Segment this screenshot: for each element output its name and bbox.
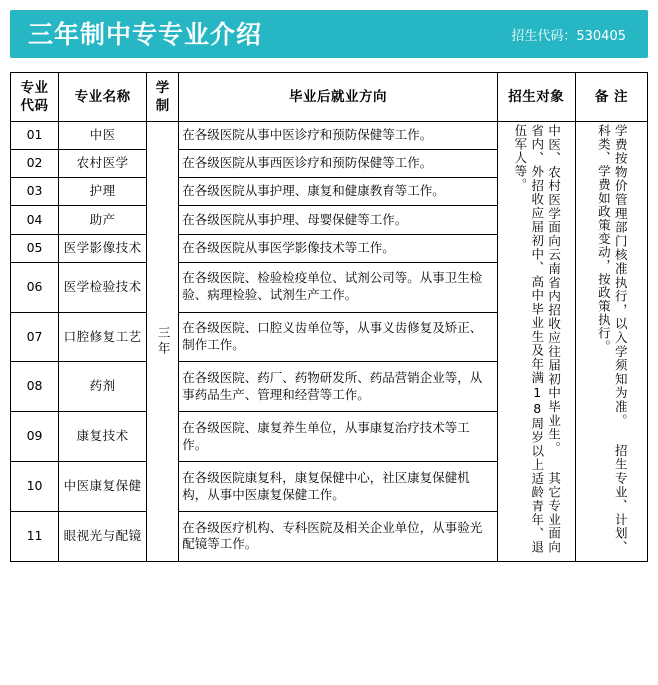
header-name: 专业名称: [59, 73, 147, 122]
cell-years: 三年: [147, 122, 179, 562]
page-banner: [10, 10, 648, 58]
cell-name: 医学检验技术: [59, 262, 147, 312]
table-row: [11, 122, 648, 150]
cell-name: 中医康复保健: [59, 462, 147, 512]
cell-code: 08: [11, 362, 59, 412]
cell-direction: 在各级医院康复科，康复保健中心，社区康复保健机构，从事中医康复保健工作。: [179, 462, 498, 512]
header-years: 学制: [147, 73, 179, 122]
target-text: 中医、农村医学面向云南省内招收应往届初中毕业生。 其它专业面向省内、外招收应届初中、高中毕业生及年满18周岁以上适龄青年、退伍军人等。: [512, 124, 562, 554]
cell-code: 11: [11, 511, 59, 561]
cell-direction: 在各级医院、口腔义齿单位等，从事义齿修复及矫正、制作工作。: [179, 312, 498, 362]
cell-target: [497, 122, 575, 562]
cell-code: 01: [11, 122, 59, 150]
cell-direction: 在各级医院、药厂、药物研发所、药品营销企业等，从事药品生产、管理和经营等工作。: [179, 362, 498, 412]
header-direction: 毕业后就业方向: [179, 73, 498, 122]
cell-name: 农村医学: [59, 150, 147, 178]
cell-code: 06: [11, 262, 59, 312]
header-code: 专业代码: [11, 73, 59, 122]
cell-code: 10: [11, 462, 59, 512]
cell-code: 05: [11, 234, 59, 262]
header-target: 招生对象: [497, 73, 575, 122]
header-remark: 备 注: [575, 73, 647, 122]
cell-name: 口腔修复工艺: [59, 312, 147, 362]
majors-table: [10, 72, 648, 562]
cell-direction: 在各级医院从事护理、康复和健康教育等工作。: [179, 178, 498, 206]
cell-code: 02: [11, 150, 59, 178]
cell-code: 04: [11, 206, 59, 234]
cell-name: 药剂: [59, 362, 147, 412]
cell-direction: 在各级医疗机构、专科医院及相关企业单位，从事验光配镜等工作。: [179, 511, 498, 561]
cell-direction: 在各级医院、检验检疫单位、试剂公司等。从事卫生检验、病理检验、试剂生产工作。: [179, 262, 498, 312]
cell-name: 中医: [59, 122, 147, 150]
table-header-row: [11, 73, 648, 122]
table-body: [11, 122, 648, 562]
cell-name: 助产: [59, 206, 147, 234]
cell-direction: 在各级医院从事护理、母婴保健等工作。: [179, 206, 498, 234]
cell-code: 03: [11, 178, 59, 206]
cell-code: 09: [11, 412, 59, 462]
cell-remark: [575, 122, 647, 562]
cell-direction: 在各级医院从事中医诊疗和预防保健等工作。: [179, 122, 498, 150]
cell-name: 康复技术: [59, 412, 147, 462]
cell-name: 护理: [59, 178, 147, 206]
cell-name: 眼视光与配镜: [59, 511, 147, 561]
cell-code: 07: [11, 312, 59, 362]
cell-name: 医学影像技术: [59, 234, 147, 262]
cell-direction: 在各级医院从事医学影像技术等工作。: [179, 234, 498, 262]
cell-direction: 在各级医院、康复养生单位，从事康复治疗技术等工作。: [179, 412, 498, 462]
page-title: 三年制中专专业介绍: [28, 19, 263, 49]
admission-code: 招生代码：530405: [511, 28, 626, 44]
remark-text: 学费按物价管理部门核准执行，以入学须知为准。 招生专业、计划、科类、学费如政策变动，按政策执行。: [596, 124, 629, 554]
cell-direction: 在各级医院从事西医诊疗和预防保健等工作。: [179, 150, 498, 178]
